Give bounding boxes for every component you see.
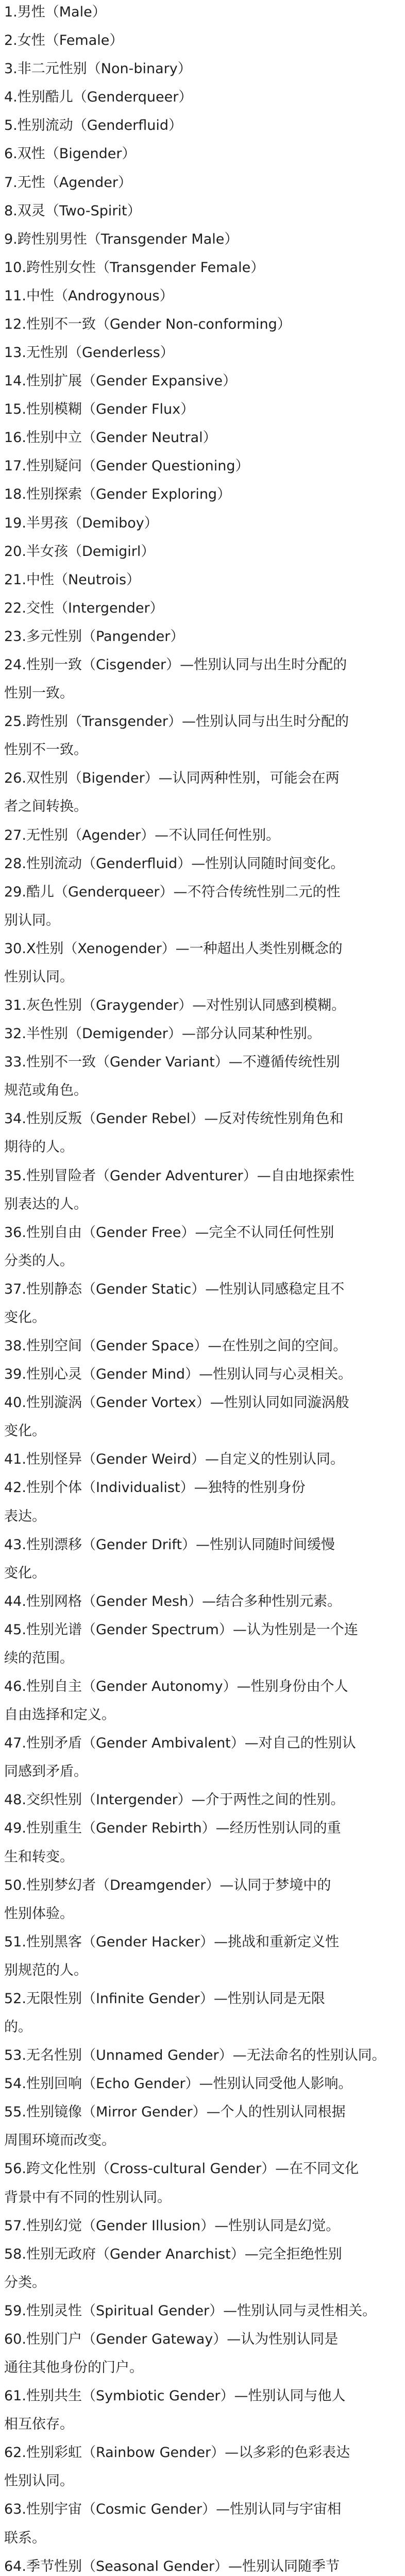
list-line: 19.半男孩（Demiboy） [4, 515, 158, 531]
list-line: 联系。 [4, 2530, 46, 2546]
list-line: 性别一致。 [4, 685, 74, 701]
list-line: 1.男性（Male） [4, 4, 106, 20]
list-line: 46.性别自主（Gender Autonomy）—性别身份由个人 [4, 1679, 348, 1694]
list-line: 5.性别流动（Genderfluid） [4, 117, 183, 134]
list-line: 15.性别模糊（Gender Flux） [4, 401, 195, 418]
list-line: 22.交性（Intergender） [4, 600, 164, 616]
list-line: 8.双灵（Two-Spirit） [4, 202, 141, 219]
list-line: 性别认同。 [4, 969, 74, 985]
list-line: 55.性别镜像（Mirror Gender）—个人的性别认同根据 [4, 2104, 346, 2121]
list-line: 2.女性（Female） [4, 32, 124, 49]
list-line: 64.季节性别（Seasonal Gender）—性别认同随季节 [4, 2558, 340, 2574]
list-line: 26.双性别（Bigender）—认同两种性别，可能会在两 [4, 770, 340, 787]
list-line: 45.性别光谱（Gender Spectrum）—认为性别是一个连 [4, 1621, 358, 1638]
list-line: 23.多元性别（Pangender） [4, 628, 184, 645]
list-line: 57.性别幻觉（Gender Illusion）—性别认同是幻觉。 [4, 2217, 340, 2234]
list-line: 37.性别静态（Gender Static）—性别认同感稳定且不 [4, 1281, 345, 1297]
list-line: 32.半性别（Demigender）—部分认同某种性别。 [4, 1026, 321, 1042]
list-line: 性别认同。 [4, 2473, 74, 2489]
list-line: 29.酷儿（Genderqueer）—不符合传统性别二元的性 [4, 884, 341, 900]
list-line: 7.无性（Agender） [4, 174, 132, 191]
list-line: 14.性别扩展（Gender Expansive） [4, 373, 237, 389]
list-line: 62.性别彩虹（Rainbow Gender）—以多彩的色彩表达 [4, 2445, 350, 2461]
list-line: 60.性别门户（Gender Gateway）—认为性别认同是 [4, 2331, 339, 2347]
list-line: 33.性别不一致（Gender Variant）—不遵循传统性别 [4, 1054, 340, 1071]
list-line: 通往其他身份的门户。 [4, 2360, 143, 2376]
list-line: 3.非二元性别（Non-binary） [4, 61, 192, 77]
list-line: 生和转变。 [4, 1849, 74, 1865]
list-line: 期待的人。 [4, 1139, 74, 1156]
list-line: 56.跨文化性别（Cross-cultural Gender）—在不同文化 [4, 2161, 359, 2177]
list-line: 自由选择和定义。 [4, 1707, 115, 1723]
list-line: 38.性别空间（Gender Space）—在性别之间的空间。 [4, 1338, 347, 1354]
list-line: 49.性别重生（Gender Rebirth）—经历性别认同的重 [4, 1820, 341, 1837]
list-line: 18.性别探索（Gender Exploring） [4, 486, 231, 503]
list-line: 58.性别无政府（Gender Anarchist）—完全拒绝性别 [4, 2246, 342, 2262]
list-line: 59.性别灵性（Spiritual Gender）—性别认同与灵性相关。 [4, 2302, 377, 2319]
list-line: 6.双性（Bigender） [4, 146, 136, 162]
list-line: 30.X性别（Xenogender）—一种超出人类性别概念的 [4, 940, 343, 957]
list-line: 的。 [4, 2019, 32, 2035]
list-line: 28.性别流动（Genderfluid）—性别认同随时间变化。 [4, 855, 345, 872]
list-line: 53.无名性别（Unnamed Gender）—无法命名的性别认同。 [4, 2047, 386, 2064]
list-line: 34.性别反叛（Gender Rebel）—反对传统性别角色和 [4, 1111, 344, 1127]
list-line: 变化。 [4, 1309, 46, 1326]
list-line: 9.跨性别男性（Transgender Male） [4, 231, 239, 247]
list-line: 者之间转换。 [4, 799, 88, 815]
list-line: 21.中性（Neutrois） [4, 571, 141, 588]
list-line: 背景中有不同的性别认同。 [4, 2189, 171, 2206]
list-line: 25.跨性别（Transgender）—性别认同与出生时分配的 [4, 714, 349, 730]
list-line: 40.性别漩涡（Gender Vortex）—性别认同如同漩涡般 [4, 1395, 349, 1411]
list-line: 17.性别疑问（Gender Questioning） [4, 458, 249, 474]
list-line: 54.性别回响（Echo Gender）—性别认同受他人影响。 [4, 2076, 352, 2092]
list-line: 24.性别一致（Cisgender）—性别认同与出生时分配的 [4, 656, 347, 673]
list-line: 44.性别网格（Gender Mesh）—结合多种性别元素。 [4, 1593, 342, 1609]
list-line: 周围环境而改变。 [4, 2132, 115, 2149]
list-line: 性别不一致。 [4, 742, 88, 758]
list-line: 变化。 [4, 1565, 46, 1581]
list-line: 16.性别中立（Gender Neutral） [4, 430, 217, 446]
list-line: 36.性别自由（Gender Free）—完全不认同任何性别 [4, 1224, 334, 1241]
list-line: 别认同。 [4, 912, 60, 928]
list-line: 规范或角色。 [4, 1082, 88, 1099]
list-line: 27.无性别（Agender）—不认同任何性别。 [4, 827, 280, 843]
list-line: 35.性别冒险者（Gender Adventurer）—自由地探索性 [4, 1167, 355, 1184]
list-line: 10.跨性别女性（Transgender Female） [4, 259, 265, 276]
list-line: 61.性别共生（Symbiotic Gender）—性别认同与他人 [4, 2388, 346, 2404]
list-line: 性别体验。 [4, 1905, 74, 1922]
list-line: 4.性别酷儿（Genderqueer） [4, 89, 193, 106]
list-line: 13.无性别（Genderless） [4, 345, 174, 361]
list-line: 表达。 [4, 1508, 46, 1524]
list-line: 43.性别漂移（Gender Drift）—性别认同随时间缓慢 [4, 1536, 335, 1553]
list-line: 63.性别宇宙（Cosmic Gender）—性别认同与宇宙相 [4, 2501, 342, 2518]
list-line: 别表达的人。 [4, 1196, 88, 1212]
list-line: 47.性别矛盾（Gender Ambivalent）—对自己的性别认 [4, 1735, 356, 1752]
list-line: 52.无限性别（Infinite Gender）—性别认同是无限 [4, 1990, 325, 2007]
list-line: 别规范的人。 [4, 1962, 88, 1978]
list-line: 相互依存。 [4, 2416, 74, 2433]
list-line: 39.性别心灵（Gender Mind）—性别认同与心灵相关。 [4, 1366, 352, 1383]
list-line: 20.半女孩（Demigirl） [4, 543, 155, 560]
list-line: 11.中性（Androgynous） [4, 287, 174, 304]
list-line: 续的范围。 [4, 1650, 74, 1666]
list-line: 12.性别不一致（Gender Non-conforming） [4, 316, 291, 332]
list-line: 同感到矛盾。 [4, 1764, 88, 1780]
list-line: 42.性别个体（Individualist）—独特的性别身份 [4, 1480, 306, 1496]
list-line: 41.性别怪异（Gender Weird）—自定义的性别认同。 [4, 1451, 345, 1468]
list-line: 分类。 [4, 2274, 46, 2291]
list-line: 31.灰色性别（Graygender）—对性别认同感到模糊。 [4, 997, 346, 1013]
list-line: 分类的人。 [4, 1252, 74, 1269]
list-line: 48.交织性别（Intergender）—介于两性之间的性别。 [4, 1792, 345, 1808]
list-line: 50.性别梦幻者（Dreamgender）—认同于梦境中的 [4, 1877, 331, 1893]
list-line: 51.性别黑客（Gender Hacker）—挑战和重新定义性 [4, 1934, 340, 1950]
list-line: 变化。 [4, 1423, 46, 1439]
